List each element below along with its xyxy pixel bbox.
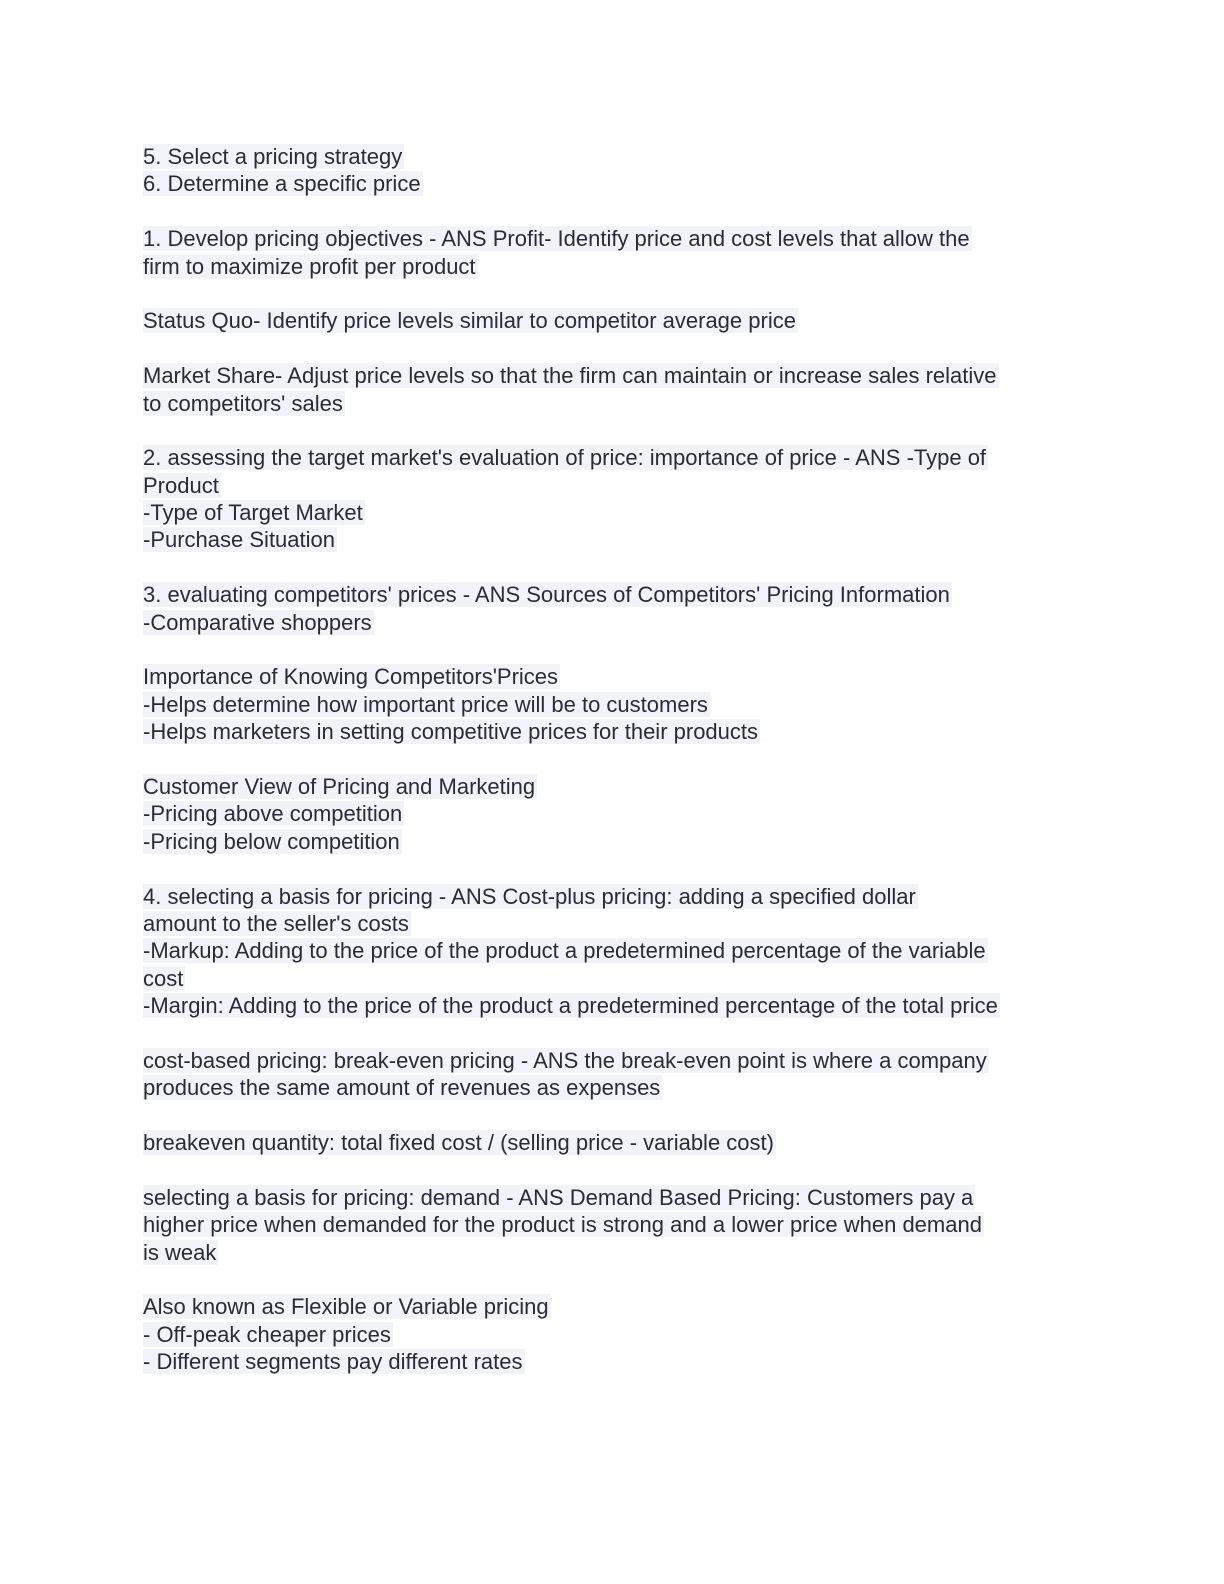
text-line: selecting a basis for pricing: demand - ANS Demand Based Pricing: Customers pay a bbox=[143, 1184, 974, 1210]
text-line: -Helps determine how important price will be to customers bbox=[143, 691, 708, 717]
text-line: breakeven quantity: total fixed cost / (selling price - variable cost) bbox=[143, 1130, 774, 1156]
text-line: Market Share- Adjust price levels so that the firm can maintain or increase sales relative bbox=[143, 363, 997, 389]
text-line: 3. evaluating competitors' prices - ANS Sources of Competitors' Pricing Information bbox=[143, 582, 950, 608]
blank-line bbox=[143, 1156, 1083, 1183]
text-line: Status Quo- Identify price levels similar to competitor average price bbox=[143, 308, 796, 334]
text-line: Product bbox=[143, 472, 219, 498]
blank-line bbox=[143, 1020, 1083, 1047]
text-line: - Off-peak cheaper prices bbox=[143, 1321, 391, 1347]
document-page bbox=[143, 143, 1083, 1376]
text-line: 5. Select a pricing strategy bbox=[143, 144, 403, 169]
text-line: -Markup: Adding to the price of the product a predetermined percentage of the variable bbox=[143, 938, 986, 964]
text-line: -Comparative shoppers bbox=[143, 609, 372, 635]
text-line: 6. Determine a specific price bbox=[143, 171, 421, 197]
text-line: cost-based pricing: break-even pricing - ANS the break-even point is where a company bbox=[143, 1047, 987, 1073]
text-line: Also known as Flexible or Variable pricing bbox=[143, 1294, 549, 1320]
blank-line bbox=[143, 554, 1083, 581]
blank-line bbox=[143, 1102, 1083, 1129]
blank-line bbox=[143, 746, 1083, 773]
text-line: Importance of Knowing Competitors'Prices bbox=[143, 664, 559, 690]
blank-line bbox=[143, 636, 1083, 663]
text-line: higher price when demanded for the product is strong and a lower price when demand bbox=[143, 1212, 982, 1238]
text-line: produces the same amount of revenues as expenses bbox=[143, 1075, 661, 1101]
text-line: 1. Develop pricing objectives - ANS Profit- Identify price and cost levels that allow the bbox=[143, 226, 970, 252]
text-line: to competitors' sales bbox=[143, 390, 343, 416]
text-line: is weak bbox=[143, 1239, 217, 1265]
blank-line bbox=[143, 855, 1083, 882]
text-line: firm to maximize profit per product bbox=[143, 253, 476, 279]
text-line: -Pricing below competition bbox=[143, 828, 400, 854]
text-line: - Different segments pay different rates bbox=[143, 1349, 523, 1375]
text-line: 2. assessing the target market's evaluation of price: importance of price - ANS -Type of bbox=[143, 445, 987, 471]
blank-line bbox=[143, 335, 1083, 362]
text-line: cost bbox=[143, 965, 184, 991]
text-line: -Pricing above competition bbox=[143, 801, 403, 827]
blank-line bbox=[143, 417, 1083, 444]
text-line: -Margin: Adding to the price of the product a predetermined percentage of the total price bbox=[143, 993, 998, 1019]
blank-line bbox=[143, 198, 1083, 225]
blank-line bbox=[143, 280, 1083, 307]
text-line: amount to the seller's costs bbox=[143, 910, 409, 936]
text-line: -Purchase Situation bbox=[143, 527, 335, 553]
text-line: Customer View of Pricing and Marketing bbox=[143, 773, 536, 799]
text-line: 4. selecting a basis for pricing - ANS Cost-plus pricing: adding a specified dollar bbox=[143, 883, 916, 909]
text-line: -Helps marketers in setting competitive prices for their products bbox=[143, 719, 759, 745]
text-line: -Type of Target Market bbox=[143, 500, 363, 526]
blank-line bbox=[143, 1266, 1083, 1293]
